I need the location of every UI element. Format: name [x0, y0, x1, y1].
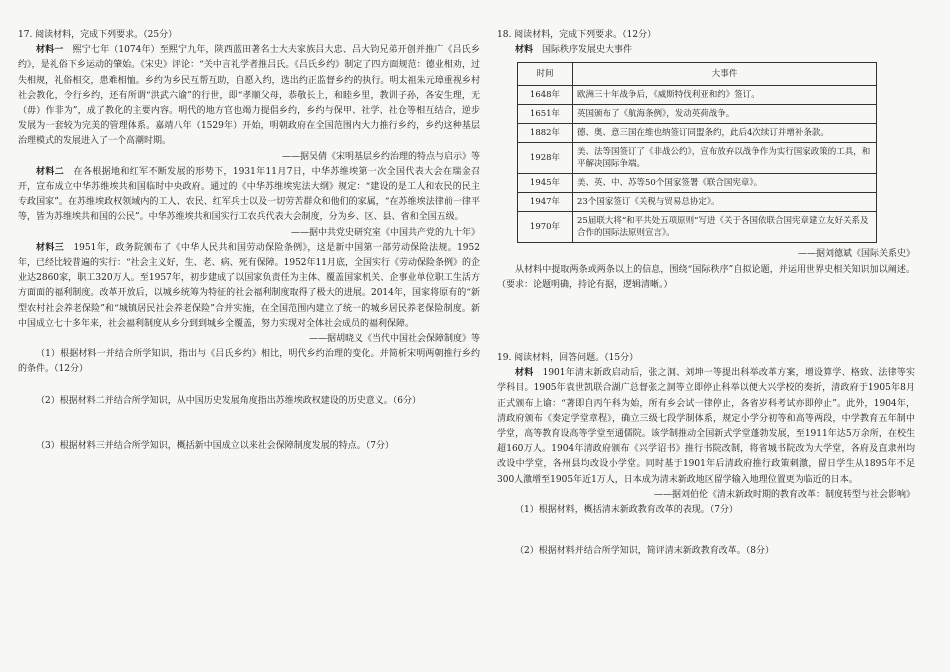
row-event: 23个国家签订《关税与贸易总协定》。	[573, 193, 877, 212]
table-row	[518, 143, 877, 174]
row-year: 1651年	[518, 105, 573, 124]
row-year: 1947年	[518, 193, 573, 212]
q18-title: 18. 阅读材料，完成下列要求。（12分）	[497, 30, 657, 40]
q17-material-1	[18, 43, 480, 149]
row-event: 美、法等国签订了《非战公约》，宣布放弃以战争作为实行国家政策的工具，和平解决国际争端。	[573, 143, 877, 174]
q17-m1-source: ——据吴倩《宋明基层乡约治理的特点与启示》等	[281, 151, 480, 162]
header-time: 时间	[518, 63, 573, 86]
row-year: 1648年	[518, 86, 573, 105]
q19-title: 19. 阅读材料，回答问题。（15分）	[497, 353, 639, 364]
events-table	[517, 62, 877, 243]
q17-sub3: （3）根据材料三并结合所学知识，概括新中国成立以来社会保障制度发展的特点。（7分）	[36, 440, 394, 451]
q17-m3-label: 材料三	[36, 242, 65, 253]
q18-material-caption	[497, 43, 915, 58]
q18-prompt: 从材料中提取两条或两条以上的信息，围绕“国际秩序”自拟论题，并运用世界史相关知识加以阐述。（要求：论题明确，持论有据，逻辑清晰。）	[497, 264, 915, 290]
q19-material	[497, 366, 915, 488]
q17-m2-label: 材料二	[36, 166, 65, 177]
q17-m3-source: ——据胡晓义《当代中国社会保障制度》等	[308, 334, 480, 345]
q19-sub1: （1）根据材料，概括清末新政教育改革的表现。（7分）	[515, 505, 738, 516]
left-column	[18, 28, 480, 454]
row-year: 1928年	[518, 143, 573, 174]
row-year: 1970年	[518, 212, 573, 243]
q18-m-label: 材料	[515, 45, 534, 56]
q17-sub1: （1）根据材料一并结合所学知识，指出与《吕氏乡约》相比，明代乡约治理的变化。并简析宋明两朝推行乡约的条件。（12分）	[18, 349, 480, 375]
right-column	[497, 28, 915, 559]
table-header-row	[518, 63, 877, 86]
q19-m-text: 1901年清末新政启动后，张之洞、刘坤一等提出科举改革方案，增设算学、格致、法律等实学科目。1905年袁世凯联合湖广总督张之洞等立即停止科举以便大兴学校的奏折，清政府于1905年8月正式颁布上谕：“著即自丙午科为始，所有乡会试一律停止，各省岁科考试亦即停止”。此外，1904年，清政府颁布《奏定学堂章程》，确立三级七段学制体系，规定小学分初等和高等两段，中学教育五年制中学堂，高等教育设高等学堂至通儒院。该学制推动全国新式学堂蓬勃发展，至1911年达5万余所，在校生超160万人。1904年清政府颁布《兴学诏书》推行书院改制，将省城书院改为大学堂，各府及直隶州均改设中学堂，各州县均改设小学堂。同时基于1901年后清政府推行政策刺激，留日学生从1895年不足300人激增至1905年近1万人，日本成为清末新政地区留学输入地理位置更为临近的日本。	[497, 368, 915, 485]
q17-m2-source: ——据中共党史研究室《中国共产党的九十年》	[290, 227, 480, 238]
row-event: 英国颁布了《航海条例》，发动英荷战争。	[573, 105, 877, 124]
row-event: 德、奥、意三国在维也纳签订同盟条约，此后4次续订并增补条款。	[573, 124, 877, 143]
q17-material-3	[18, 241, 480, 332]
q18-source: ——据刘德斌《国际关系史》	[797, 249, 915, 260]
q17-material-2	[18, 165, 480, 226]
row-event: 欧洲三十年战争后，《威斯特伐利亚和约》签订。	[573, 86, 877, 105]
header-event: 大事件	[573, 63, 877, 86]
q18-caption: 国际秩序发展史大事件	[542, 45, 633, 56]
row-year: 1945年	[518, 174, 573, 193]
q19-sub2: （2）根据材料并结合所学知识，简评清末新政教育改革。（8分）	[515, 546, 774, 557]
table-row	[518, 174, 877, 193]
table-row	[518, 105, 877, 124]
row-event: 美、英、中、苏等50个国家签署《联合国宪章》。	[573, 174, 877, 193]
q17-sub2: （2）根据材料二并结合所学知识，从中国历史发展角度指出苏维埃政权建设的历史意义。（6分）	[36, 395, 421, 406]
table-row	[518, 124, 877, 143]
q17-m1-label: 材料一	[36, 45, 64, 56]
q17-m3-text: 1951年，政务院颁布了《中华人民共和国劳动保险条例》，这是新中国第一部劳动保险法规。1952年，已经比较普遍的实行：“社会主义好，生、老、病、死有保障。1952年11月底，全国实行《劳动保险条例》的企业达2860家，职工320万人。至1957年，初步建成了以国家负责任为主体、覆盖国家机关、企事业单位职工生活方方面面的福利制度。改革开放后，以城乡统筹为特征的社会福利制度取得了极大的进展。2014年，国家将原有的“新型农村社会养老保险”和“城镇居民社会养老保险”合并实施，在全国范围内建立了统一的城乡居民养老保险制度。新中国成立七十多年来，社会福利制度从乡分到到城乡全覆盖，努力实现对全体社会成员的福利保障。	[18, 242, 480, 329]
table-row	[518, 193, 877, 212]
q17-m1-text: 熙宁七年（1074年）至熙宁九年，陕西蓝田著名士大夫家族吕大忠、吕大钧兄弟开创并推广《吕氏乡约》，是礼俗下乡运动的肇始。《宋史》评论：“关中言礼学者推吕氏。《吕氏乡约》制定了四方面规范：德业相劝，过失相规，礼俗相交，患难相恤。乡约为乡民互帮互助，自愿入约，选出约正监督乡约的执行。明太祖朱元璋重视乡村社会教化，令行乡约，还有所谓“洪武六谕”的行世，即“孝顺父母，恭敬长上，和睦乡里，教训子孙，各安生理，无（毋）作非为”，成了教化的主要内容。明代的地方官也竭力提倡乡约，乡约与保甲、社学、社仓等相互结合，逆步发展为一套较为完美的管理体系。嘉靖八年（1529年）开始，明朝政府在全国范围内大力推行乡约，乡约这种基层治理模式的发展进入了一个高潮时期。	[18, 45, 480, 147]
q19-source: ——据刘伯伦《清末新政时期的教育改革：制度转型与社会影响》	[653, 489, 915, 500]
table-row	[518, 212, 877, 243]
q17-title: 17. 阅读材料，完成下列要求。（25分）	[18, 30, 178, 40]
row-event: 25届联大将“和平共处五项原则”写进《关于各国依联合国宪章建立友好关系及合作的国际法原则宣言》。	[573, 212, 877, 243]
q17-m2-text: 在各根据地和红军不断发展的形势下，1931年11月7日，中华苏维埃第一次全国代表大会在瑞金召开，宣布成立中华苏维埃共和国临时中央政府。通过的《中华苏维埃宪法大纲》规定：“建设的是工人和农民的民主专政国家”。在苏维埃政权领域内的工人、农民、红军兵士以及一切劳苦群众和他们的家属，“在苏维埃法律前一律平等，皆为苏维埃共和国的公民”。中华苏维埃共和国实行工农兵代表大会制度，分为乡、区、县、省和全国五级。	[18, 166, 480, 223]
table-row	[518, 86, 877, 105]
row-year: 1882年	[518, 124, 573, 143]
q19-m-label: 材料	[515, 368, 534, 379]
